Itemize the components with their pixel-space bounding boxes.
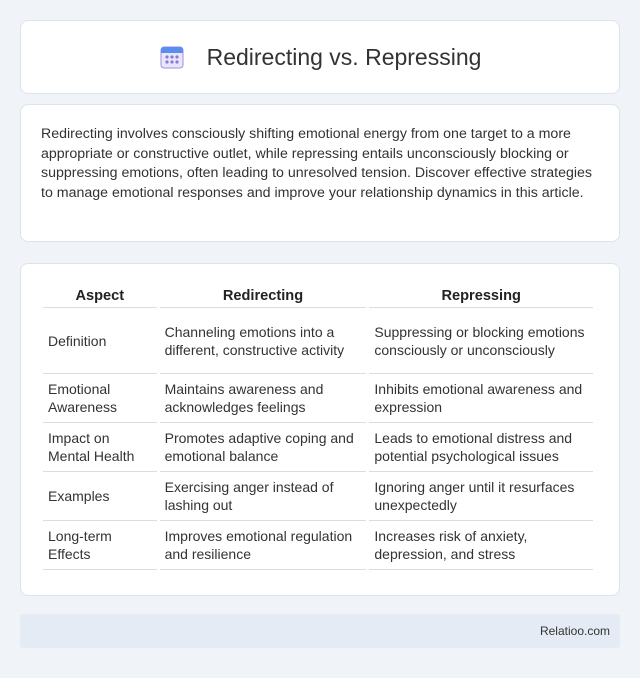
header-aspect: Aspect (43, 286, 157, 308)
page-title: Redirecting vs. Repressing (206, 43, 482, 70)
repressing-cell: Suppressing or blocking emotions consciously or unconsciously (369, 308, 593, 374)
table-row (43, 423, 593, 472)
intro-paragraph: Redirecting involves consciously shifting emotional energy from one target to a more appropriate or constructive outlet, while repressing entails unconsciously blocking or suppressing emotions, often leading to unresolved tension. Discover effective strategies to manage emotional responses and improve your relationship dynamics in this article. (41, 126, 592, 201)
repressing-cell: Leads to emotional distress and potential psychological issues (369, 423, 593, 472)
repressing-cell: Ignoring anger until it resurfaces unexpectedly (369, 472, 593, 521)
aspect-cell: Emotional Awareness (43, 374, 157, 423)
redirecting-cell: Exercising anger instead of lashing out (160, 472, 367, 521)
table-row (43, 374, 593, 423)
calendar-icon (159, 44, 185, 70)
footer-brand: Relatioo.com (539, 624, 610, 638)
header-repressing: Repressing (369, 286, 593, 308)
redirecting-cell: Maintains awareness and acknowledges feelings (160, 374, 367, 423)
header-redirecting: Redirecting (160, 286, 367, 308)
comparison-table (40, 286, 596, 570)
table-row (43, 308, 593, 374)
comparison-card (20, 263, 620, 596)
table-row (43, 472, 593, 521)
aspect-cell: Impact on Mental Health (43, 423, 157, 472)
repressing-cell: Inhibits emotional awareness and expression (369, 374, 593, 423)
footer (20, 614, 620, 648)
table-header-row (43, 286, 593, 308)
intro-card (20, 104, 620, 242)
redirecting-cell: Improves emotional regulation and resilience (160, 521, 367, 570)
title-card (20, 20, 620, 94)
aspect-cell: Definition (43, 308, 157, 374)
repressing-cell: Increases risk of anxiety, depression, and stress (369, 521, 593, 570)
table-row (43, 521, 593, 570)
title-wrap (159, 44, 482, 71)
redirecting-cell: Channeling emotions into a different, constructive activity (160, 308, 367, 374)
aspect-cell: Long-term Effects (43, 521, 157, 570)
aspect-cell: Examples (43, 472, 157, 521)
redirecting-cell: Promotes adaptive coping and emotional balance (160, 423, 367, 472)
